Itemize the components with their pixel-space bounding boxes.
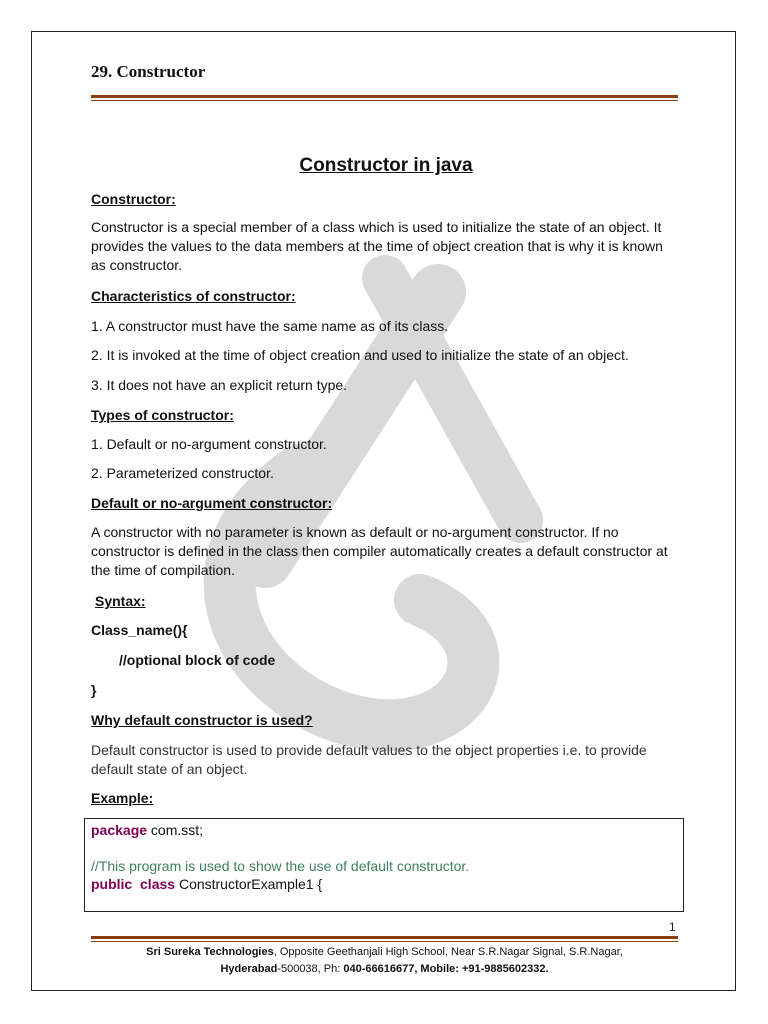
why-heading: Why default constructor is used? [91,712,313,728]
footer-rule [91,936,678,939]
syntax-line: } [91,682,97,698]
code-keyword: package [91,822,148,838]
footer-address-line: , Opposite Geethanjali High School, Near S.R.Nagar Signal, S.R.Nagar, [273,946,623,958]
characteristic-item: 1. A constructor must have the same name as of its class. [91,318,449,334]
code-text: com.sst; [147,822,204,838]
type-item: 1. Default or no-argument constructor. [91,436,327,452]
characteristic-item: 2. It is invoked at the time of object creation and used to initialize the state of an object. [91,347,629,363]
page-title: Constructor in java [299,155,473,176]
why-paragraph: Default constructor is used to provide default values to the object properties i.e. to provide default state of an object. [91,742,647,777]
characteristic-item: 3. It does not have an explicit return type. [91,377,348,393]
syntax-line: //optional block of code [119,652,276,668]
constructor-paragraph: Constructor is a special member of a class which is used to initialize the state of an object. It provides the values to the data members at the time of object creation that is why it is known as constructor. [91,219,663,273]
code-line [91,821,677,839]
type-item: 2. Parameterized constructor. [91,465,274,481]
example-heading: Example: [91,790,154,806]
page-number: 1 [669,920,676,934]
header-rule [91,95,678,98]
code-comment: //This program is used to show the use of default constructor. [91,858,470,874]
default-constructor-heading: Default or no-argument constructor: [91,495,333,511]
constructor-heading: Constructor: [91,191,176,207]
code-text: ConstructorExample1 { [175,876,323,892]
footer-phone: 040-66616677, Mobile: +91-9885602332. [343,963,549,975]
default-constructor-paragraph: A constructor with no parameter is known as default or no-argument constructor. If no constructor is defined in the class then compiler automatically creates a default constructor at the time of compilation. [91,524,668,578]
code-example-box [84,818,684,912]
chapter-title: 29. Constructor [91,62,206,81]
types-heading: Types of constructor: [91,407,234,423]
characteristics-heading: Characteristics of constructor: [91,288,296,304]
code-line [91,875,677,893]
footer-pin: -500038, Ph: [277,963,344,975]
header-rule-thin [91,100,678,101]
syntax-line: Class_name(){ [91,622,188,638]
code-keyword: public [91,876,133,892]
code-keyword: class [140,876,176,892]
footer-city: Hyderabad [220,963,278,975]
footer-company: Sri Sureka Technologies [146,946,274,958]
footer-address [91,944,678,978]
syntax-heading: Syntax: [95,593,146,609]
footer-rule-thin [91,941,678,942]
